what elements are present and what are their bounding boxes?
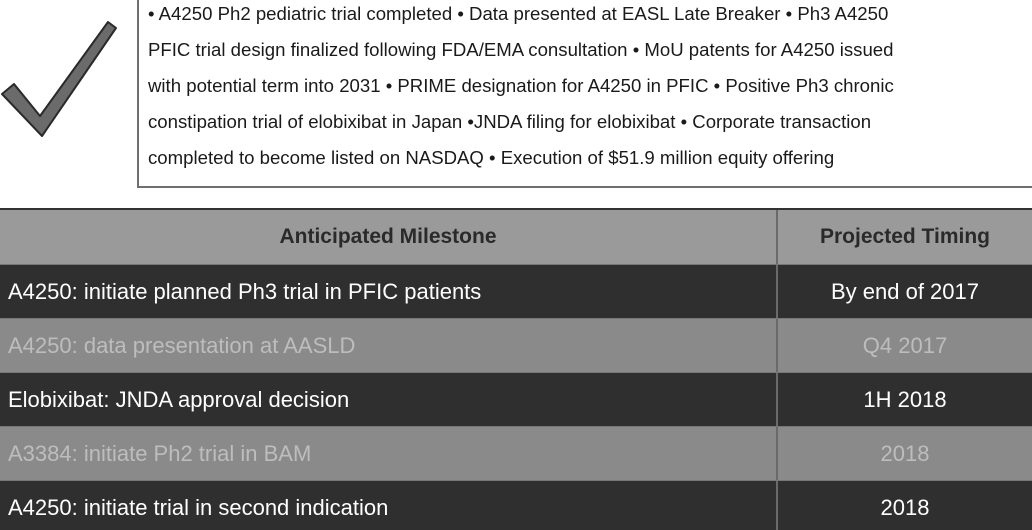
achievement-line: completed to become listed on NASDAQ • Execution of $51.9 million equity offering — [148, 147, 835, 168]
table-header-row — [0, 210, 1032, 264]
table-row — [0, 264, 1032, 318]
milestone-cell: A4250: data presentation at AASLD — [0, 319, 778, 372]
milestone-cell: A3384: initiate Ph2 trial in BAM — [0, 427, 778, 480]
timing-cell: 1H 2018 — [863, 386, 947, 412]
table-row — [0, 426, 1032, 480]
achievement-line: • A4250 Ph2 pediatric trial completed • Data presented at EASL Late Breaker • Ph3 A4250 — [148, 3, 889, 24]
table-row — [0, 318, 1032, 372]
timing-cell: Q4 2017 — [862, 332, 948, 358]
achievements-box — [137, 0, 1032, 188]
table-row — [0, 480, 1032, 530]
timing-cell: 2018 — [880, 494, 930, 520]
timing-cell: 2018 — [880, 440, 930, 466]
header-milestone: Anticipated Milestone — [0, 210, 778, 264]
milestone-cell: A4250: initiate trial in second indication — [0, 481, 778, 530]
milestone-cell: A4250: initiate planned Ph3 trial in PFIC patients — [0, 265, 778, 318]
table-row — [0, 372, 1032, 426]
milestone-cell: Elobixibat: JNDA approval decision — [0, 373, 778, 426]
header-timing: Projected Timing — [820, 225, 990, 248]
timing-cell: By end of 2017 — [830, 278, 979, 304]
achievement-line: constipation trial of elobixibat in Japan •JNDA filing for elobixibat • Corporate transaction — [148, 111, 872, 132]
achievements-text — [148, 0, 1032, 176]
milestones-table — [0, 208, 1032, 530]
achievement-line: PFIC trial design finalized following FDA/EMA consultation • MoU patents for A4250 issued — [148, 39, 894, 60]
achievement-line: with potential term into 2031 • PRIME designation for A4250 in PFIC • Positive Ph3 chronic — [148, 75, 894, 96]
checkmark-icon — [0, 14, 118, 138]
